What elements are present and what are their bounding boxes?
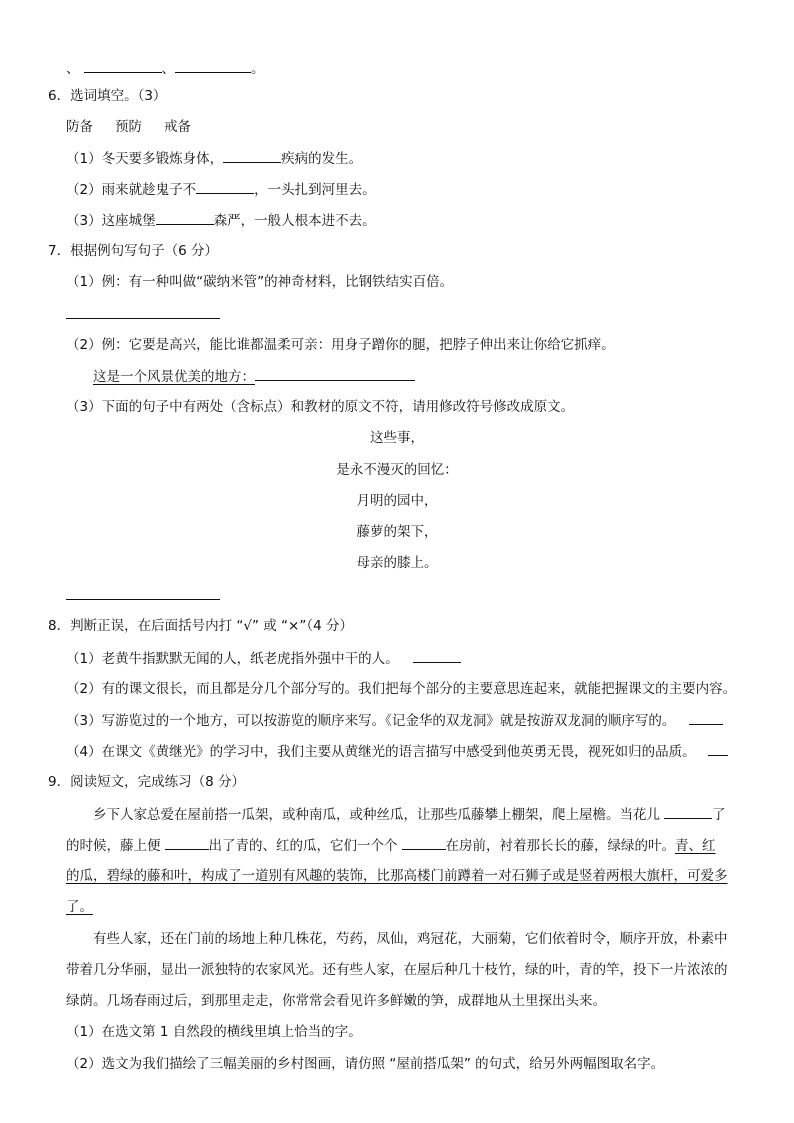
period: 。 — [251, 61, 265, 77]
word-option: 防备 — [66, 119, 93, 135]
passage-text: 了 — [712, 807, 726, 823]
passage-text: 在房前，衬着那长长的藤，绿绿的叶。 — [445, 838, 675, 854]
poem-line: 藤萝的架下， — [356, 524, 438, 540]
sentence-text: （1）冬天要多锻炼身体， — [66, 151, 224, 167]
answer-blank[interactable] — [255, 366, 415, 381]
sentence-text: （3）这座城堡 — [66, 213, 156, 229]
answer-blank[interactable] — [664, 804, 712, 819]
underlined-text: 青、红 — [675, 838, 716, 854]
answer-blank[interactable] — [413, 648, 461, 663]
answer-blank[interactable] — [708, 741, 728, 756]
q6-sentence-3 — [66, 210, 376, 231]
q8-statement-1 — [66, 648, 461, 669]
statement-text: （1）老黄牛指默默无闻的人，纸老虎指外强中干的人。 — [66, 651, 399, 667]
passage-line — [66, 835, 716, 856]
fill-line-fragment — [66, 58, 265, 79]
answer-blank[interactable] — [223, 148, 281, 163]
sentence-text: ，一头扎到河里去。 — [254, 182, 376, 198]
word-option: 预防 — [115, 119, 142, 135]
statement-text: （4）在课文《黄继光》的学习中，我们主要从黄继光的语言描写中感受到他英勇无畏，视死如归的品质。 — [66, 744, 696, 760]
q7-prompt-2 — [93, 366, 415, 387]
sentence-text: （2）雨来就趁鬼子不 — [66, 182, 197, 198]
answer-blank[interactable] — [66, 585, 220, 600]
prompt-text: 这是一个风景优美的地方： — [93, 369, 255, 385]
q6-sentence-1 — [66, 148, 362, 169]
poem-line: 月明的园中， — [356, 493, 438, 509]
q7-answer-line-1[interactable] — [66, 304, 220, 325]
q8-title: 8．判断正误，在后面括号内打 “√” 或 “×”（4 分） — [48, 618, 353, 634]
answer-blank[interactable] — [165, 835, 209, 850]
q8-statement-2: （2）有的课文很长，而且都是分几个部分写的。我们把每个部分的主要意思连起来，就能把握课文的主要内容。 — [66, 681, 737, 697]
answer-blank[interactable] — [66, 304, 220, 319]
word-option: 戒备 — [164, 119, 191, 135]
separator: 、 — [66, 61, 80, 77]
passage-line: 绿荫。几场春雨过后，到那里走走，你常常会看见许多鲜嫩的笋，成群地从土里探出头来。 — [66, 993, 606, 1009]
answer-blank[interactable] — [156, 210, 214, 225]
q7-example-2: （2）例：它要是高兴，能比谁都温柔可亲：用身子蹭你的腿，把脖子伸出来让你给它抓痒。 — [66, 337, 615, 353]
q9-title: 9．阅读短文，完成练习（8 分） — [48, 774, 245, 790]
q6-word-options — [66, 117, 213, 137]
passage-text: 出了青的、红的瓜，它们一个个 — [208, 838, 398, 854]
answer-blank[interactable] — [402, 835, 446, 850]
passage-line: 带着几分华丽，显出一派独特的农家风光。还有些人家，在屋后种几十枝竹，绿的叶，青的竿，投下一片浓浓的 — [66, 962, 728, 978]
poem-line: 这些事， — [370, 430, 424, 446]
q6-sentence-2 — [66, 179, 376, 200]
poem-line: 母亲的膝上。 — [356, 555, 438, 571]
q7-example-1: （1）例：有一种叫做“碳纳米管”的神奇材料，比钢铁结实百倍。 — [66, 274, 454, 290]
passage-line — [93, 804, 726, 825]
passage-line — [66, 866, 728, 886]
answer-blank[interactable] — [689, 710, 723, 725]
q9-task-1: （1）在选文第 1 自然段的横线里填上恰当的字。 — [66, 1024, 362, 1040]
q8-statement-4 — [66, 741, 728, 762]
poem-line: 是永不漫灭的回忆： — [336, 462, 458, 478]
statement-text: （3）写游览过的一个地方，可以按游览的顺序来写。《记金华的双龙洞》就是按游双龙洞的顺序写的。 — [66, 713, 676, 729]
q8-statement-3 — [66, 710, 723, 731]
passage-text: 乡下人家总爱在屋前搭一瓜架，或种南瓜，或种丝瓜，让那些瓜藤攀上棚架，爬上屋檐。当花儿 — [93, 807, 660, 823]
q7-title: 7．根据例句写句子（6 分） — [48, 243, 218, 259]
answer-blank[interactable] — [175, 58, 251, 73]
q6-title: 6．选词填空。（3） — [48, 88, 167, 104]
q9-task-2: （2）选文为我们描绘了三幅美丽的乡村图画，请仿照 “屋前搭瓜架” 的句式，给另外两幅图取名字。 — [66, 1056, 665, 1072]
answer-blank[interactable] — [84, 58, 162, 73]
separator: 、 — [161, 61, 175, 77]
underlined-text: 的瓜，碧绿的藤和叶，构成了一道别有风趣的装饰，比那高楼门前蹲着一对石狮子或是竖着两根大旗杆，可爱多 — [66, 868, 728, 884]
passage-text: 的时候，藤上便 — [66, 838, 161, 854]
underlined-text: 了。 — [66, 899, 93, 915]
passage-line — [66, 897, 93, 917]
passage-line: 有些人家，还在门前的场地上种几株花，芍药，凤仙，鸡冠花，大丽菊，它们依着时令，顺序开放，朴素中 — [93, 931, 728, 947]
sentence-text: 疾病的发生。 — [281, 151, 363, 167]
q7-answer-line-3[interactable] — [66, 585, 220, 606]
q7-instruction-3: （3）下面的句子中有两处（含标点）和教材的原文不符，请用修改符号修改成原文。 — [66, 399, 575, 415]
answer-blank[interactable] — [196, 179, 254, 194]
sentence-text: 森严，一般人根本进不去。 — [213, 213, 376, 229]
